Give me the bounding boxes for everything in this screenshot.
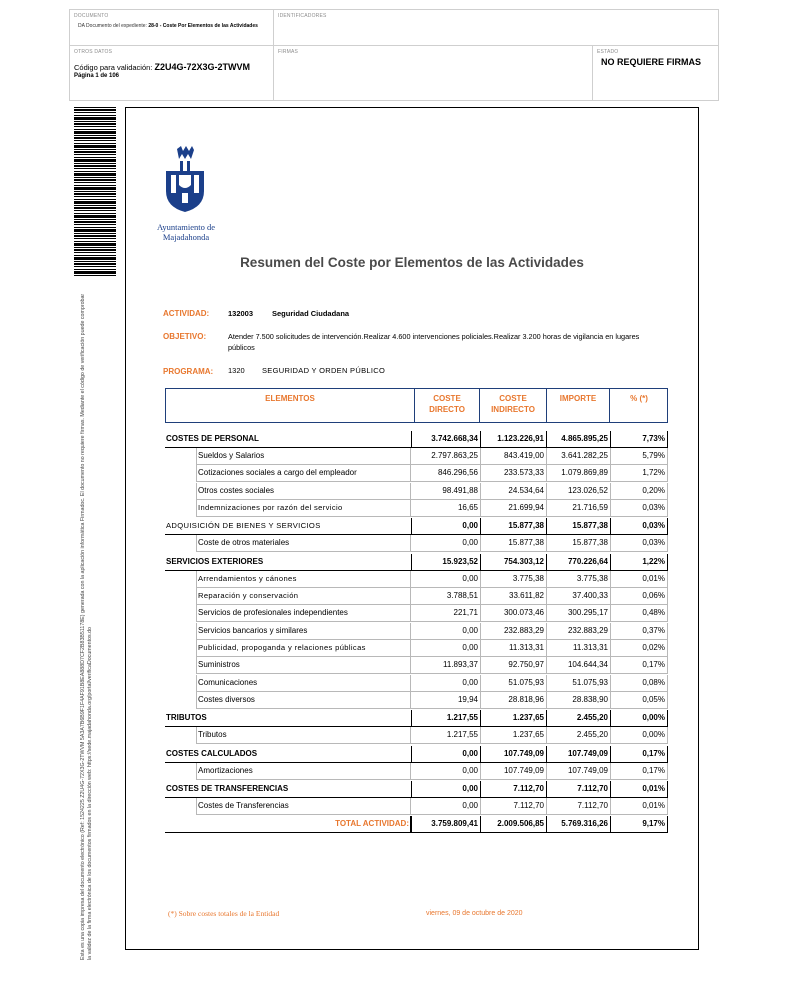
row-coste-directo: 221,71 [411,605,481,622]
row-coste-indirecto: 7.112,70 [481,781,547,798]
program-label: PROGRAMA: [163,367,214,376]
row-importe: 51.075,93 [547,675,611,692]
table-row [196,465,668,482]
table-row [196,657,668,674]
row-coste-directo: 98.491,88 [411,483,481,500]
objective-label: OBJETIVO: [163,332,207,341]
row-percent: 5,79% [611,448,668,465]
table-row [196,640,668,657]
row-name: Costes diversos [196,692,411,709]
row-importe: 107.749,09 [547,746,611,763]
report-title: Resumen del Coste por Elementos de las Actividades [240,255,584,270]
total-importe: 5.769.316,26 [547,816,611,833]
status-box [592,45,719,101]
row-percent: 0,05% [611,692,668,709]
row-coste-directo: 0,00 [411,746,481,763]
validation-code: Z2U4G-72X3G-2TWVM [154,62,251,72]
row-name: COSTES DE PERSONAL [165,431,411,448]
row-importe: 1.079.869,89 [547,465,611,482]
activity-label: ACTIVIDAD: [163,309,210,318]
row-coste-indirecto: 233.573,33 [481,465,547,482]
table-row [196,571,668,588]
activity-code: 132003 [228,309,254,318]
signatures-label: FIRMAS [278,49,299,55]
row-coste-directo: 0,00 [411,518,481,535]
row-importe: 123.026,52 [547,483,611,500]
row-coste-indirecto: 28.818,96 [481,692,547,709]
validation-line [74,62,250,72]
row-name: Otros costes sociales [196,483,411,500]
row-coste-indirecto: 11.313,31 [481,640,547,657]
row-coste-indirecto: 1.123.226,91 [481,431,547,448]
header-elementos: ELEMENTOS [166,389,415,422]
table-total-row [165,816,668,833]
table-row-group [165,431,668,448]
row-percent: 0,01% [611,798,668,815]
row-percent: 0,00% [611,727,668,744]
program-code: 1320 [228,366,245,375]
row-name: Servicios bancarios y similares [196,623,411,640]
status-value: NO REQUIERE FIRMAS [601,57,702,67]
row-coste-indirecto: 1.237,65 [481,727,547,744]
row-name: Arrendamientos y cánones [196,571,411,588]
barcode [74,107,116,277]
row-importe: 104.644,34 [547,657,611,674]
row-percent: 0,03% [611,535,668,552]
table-row [196,623,668,640]
row-importe: 15.877,38 [547,518,611,535]
row-coste-directo: 19,94 [411,692,481,709]
row-coste-indirecto: 21.699,94 [481,500,547,517]
row-percent: 1,22% [611,554,668,571]
document-label: DOCUMENTO [74,13,109,19]
table-row [196,727,668,744]
row-coste-indirecto: 843.419,00 [481,448,547,465]
verification-side-text: Esta es una copia impresa del documento electrónico (Ref: 1524225 Z2U4G-72X3G-2TWVM 5A3A7B6B9F1F4AF91B8EA888D7CF2B83B51178E) generada con la aplicación informática Firmadoc. El documento no requiere firmas. Mediante el código de verificación puede comprobar la validez de la firma electrónica de los documentos firmados en la dirección web: https://sede.majadahonda.org/portal/verificaDocumentos.do [80,293,93,960]
row-percent: 7,73% [611,431,668,448]
row-name: Amortizaciones [196,763,411,780]
row-coste-indirecto: 51.075,93 [481,675,547,692]
row-coste-indirecto: 3.775,38 [481,571,547,588]
row-importe: 770.226,64 [547,554,611,571]
row-coste-directo: 1.217,55 [411,727,481,744]
row-coste-indirecto: 33.611,82 [481,588,547,605]
row-percent: 1,72% [611,465,668,482]
row-name: Sueldos y Salarios [196,448,411,465]
row-importe: 4.865.895,25 [547,431,611,448]
other-data-label: OTROS DATOS [74,49,113,55]
row-coste-indirecto: 7.112,70 [481,798,547,815]
row-percent: 0,03% [611,500,668,517]
signatures-box [273,45,593,101]
row-importe: 3.775,38 [547,571,611,588]
organization-name [140,222,232,242]
table-row [196,483,668,500]
row-coste-indirecto: 107.749,09 [481,746,547,763]
footer-date: viernes, 09 de octubre de 2020 [426,910,523,917]
row-coste-directo: 1.217,55 [411,710,481,727]
document-description: DA Documento del expediente: 28-0 - Coste Por Elementos de las Actividades [78,23,258,29]
header-percent: % (*) [630,394,648,403]
row-coste-indirecto: 300.073,46 [481,605,547,622]
row-importe: 21.716,59 [547,500,611,517]
row-importe: 2.455,20 [547,727,611,744]
row-percent: 0,03% [611,518,668,535]
identifiers-label: IDENTIFICADORES [278,13,327,19]
row-coste-directo: 3.788,51 [411,588,481,605]
row-importe: 232.883,29 [547,623,611,640]
header-importe: IMPORTE [547,389,610,422]
row-percent: 0,02% [611,640,668,657]
row-coste-directo: 0,00 [411,640,481,657]
row-coste-directo: 11.893,37 [411,657,481,674]
table-row [196,798,668,815]
row-coste-directo: 16,65 [411,500,481,517]
row-name: Coste de otros materiales [196,535,411,552]
row-coste-directo: 0,00 [411,535,481,552]
row-coste-indirecto: 1.237,65 [481,710,547,727]
table-header [165,388,668,423]
row-name: Costes de Transferencias [196,798,411,815]
table-row [196,500,668,517]
row-coste-directo: 0,00 [411,675,481,692]
row-name: TRIBUTOS [165,710,411,727]
row-name: Comunicaciones [196,675,411,692]
row-importe: 37.400,33 [547,588,611,605]
row-percent: 0,01% [611,781,668,798]
row-name: Publicidad, propoganda y relaciones públicas [196,640,411,657]
document-prefix: DA Documento del expediente [78,23,146,29]
row-percent: 0,17% [611,657,668,674]
row-name: ADQUISICIÓN DE BIENES Y SERVICIOS [165,518,411,535]
city-crest-logo [163,145,207,213]
row-percent: 0,37% [611,623,668,640]
row-importe: 3.641.282,25 [547,448,611,465]
table-row [196,675,668,692]
row-coste-indirecto: 15.877,38 [481,518,547,535]
row-coste-directo: 0,00 [411,763,481,780]
row-coste-indirecto: 232.883,29 [481,623,547,640]
row-name: COSTES DE TRANSFERENCIAS [165,781,411,798]
program-name: SEGURIDAD Y ORDEN PÚBLICO [262,366,386,375]
row-name: Tributos [196,727,411,744]
other-data-box [69,45,274,101]
table-row-group [165,710,668,727]
document-box [69,9,274,46]
row-name: COSTES CALCULADOS [165,746,411,763]
row-importe: 15.877,38 [547,535,611,552]
table-row [196,763,668,780]
table-row-group [165,518,668,535]
total-label: TOTAL ACTIVIDAD: [165,816,411,833]
row-importe: 107.749,09 [547,763,611,780]
row-coste-directo: 0,00 [411,798,481,815]
row-coste-directo: 0,00 [411,571,481,588]
row-coste-indirecto: 92.750,97 [481,657,547,674]
row-name: SERVICIOS EXTERIORES [165,554,411,571]
row-importe: 28.838,90 [547,692,611,709]
total-coste-indirecto: 2.009.506,85 [481,816,547,833]
objective-text: Atender 7.500 solicitudes de intervención.Realizar 4.600 intervenciones policiales.Realizar 3.200 horas de vigilancia en lugares públicos [228,332,640,352]
row-percent: 0,01% [611,571,668,588]
row-name: Suministros [196,657,411,674]
row-importe: 300.295,17 [547,605,611,622]
header-coste-directo: COSTE DIRECTO [415,389,480,422]
table-row [196,448,668,465]
table-row [196,605,668,622]
identifiers-box [273,9,719,46]
row-percent: 0,06% [611,588,668,605]
validation-prefix: Código para validación: [74,63,153,72]
row-name: Cotizaciones sociales a cargo del empleador [196,465,411,482]
page-count: Página 1 de 106 [74,73,120,79]
footnote: (*) Sobre costes totales de la Entidad [168,909,280,918]
table-row [196,588,668,605]
row-coste-indirecto: 107.749,09 [481,763,547,780]
row-name: Servicios de profesionales independientes [196,605,411,622]
row-name: Indemnizaciones por razón del servicio [196,500,411,517]
row-percent: 0,20% [611,483,668,500]
total-percent: 9,17% [611,816,668,833]
row-importe: 7.112,70 [547,798,611,815]
row-importe: 7.112,70 [547,781,611,798]
status-label: ESTADO [597,49,619,55]
row-coste-directo: 15.923,52 [411,554,481,571]
table-row [196,692,668,709]
table-row [196,535,668,552]
row-coste-indirecto: 754.303,12 [481,554,547,571]
organization-line1: Ayuntamiento de [157,222,215,232]
row-percent: 0,17% [611,763,668,780]
table-row-group [165,781,668,798]
row-coste-directo: 846.296,56 [411,465,481,482]
row-coste-directo: 2.797.863,25 [411,448,481,465]
table-row-group [165,746,668,763]
row-coste-directo: 0,00 [411,623,481,640]
total-coste-directo: 3.759.809,41 [411,816,481,833]
row-name: Reparación y conservación [196,588,411,605]
row-importe: 11.313,31 [547,640,611,657]
organization-line2: Majadahonda [162,232,210,242]
row-percent: 0,48% [611,605,668,622]
row-percent: 0,17% [611,746,668,763]
row-coste-directo: 0,00 [411,781,481,798]
table-row-group [165,554,668,571]
header-coste-indirecto: COSTE INDIRECTO [480,389,547,422]
row-percent: 0,08% [611,675,668,692]
row-coste-indirecto: 24.534,64 [481,483,547,500]
row-coste-directo: 3.742.668,34 [411,431,481,448]
document-name: 28-0 - Coste Por Elementos de las Actividades [148,23,258,29]
row-percent: 0,00% [611,710,668,727]
row-coste-indirecto: 15.877,38 [481,535,547,552]
row-importe: 2.455,20 [547,710,611,727]
activity-name: Seguridad Ciudadana [272,309,350,318]
